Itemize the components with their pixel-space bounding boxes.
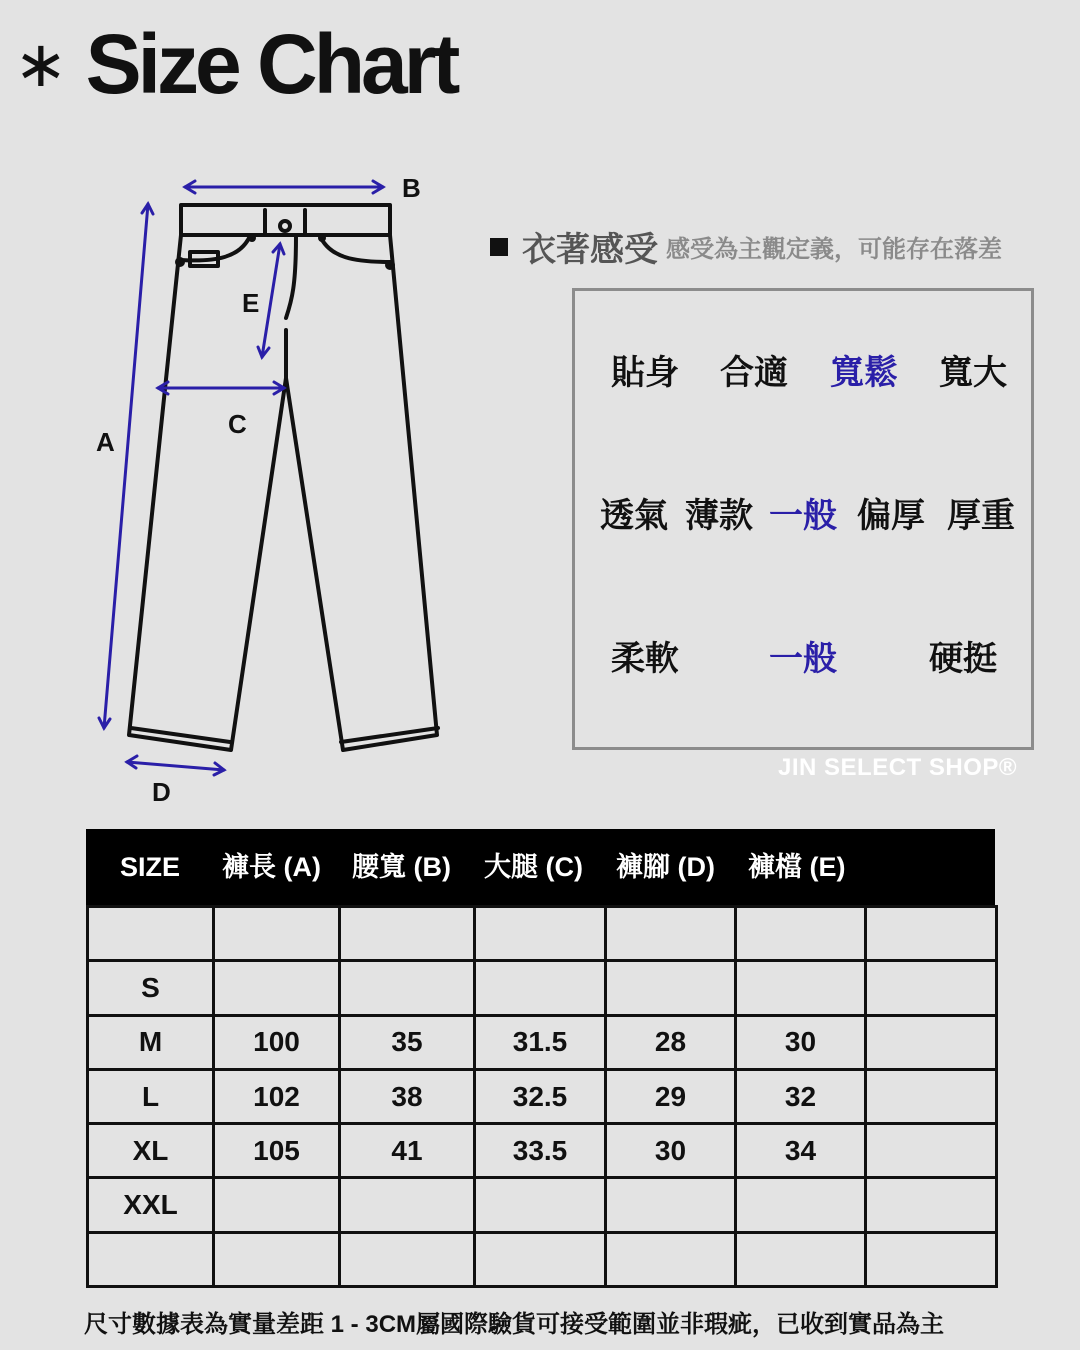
- value-cell: [606, 907, 736, 961]
- value-cell: [866, 1015, 997, 1069]
- pants-diagram: [0, 160, 500, 820]
- label-d: D: [152, 777, 171, 807]
- value-cell: [866, 1232, 997, 1286]
- value-cell: [736, 961, 866, 1015]
- value-cell: 105: [214, 1124, 340, 1178]
- size-grid: [86, 905, 998, 1288]
- value-cell: [866, 961, 997, 1015]
- value-cell: [866, 907, 997, 961]
- table-row: [88, 1124, 997, 1178]
- value-cell: [475, 1178, 606, 1232]
- label-c: C: [228, 409, 247, 439]
- size-cell: L: [88, 1069, 214, 1123]
- value-cell: [214, 1232, 340, 1286]
- value-cell: 35: [340, 1015, 475, 1069]
- value-cell: [214, 1178, 340, 1232]
- value-cell: 29: [606, 1069, 736, 1123]
- brand-label: JIN SELECT SHOP®: [778, 754, 1018, 781]
- value-cell: [736, 1178, 866, 1232]
- softness-option-selected: 一般: [769, 640, 837, 678]
- softness-option: 硬挺: [929, 640, 997, 678]
- softness-row: [575, 634, 1031, 684]
- value-cell: 31.5: [475, 1015, 606, 1069]
- value-cell: 102: [214, 1069, 340, 1123]
- footer-note: 尺寸數據表為實量差距 1 - 3CM屬國際驗貨可接受範圍並非瑕疵，已收到實品為主: [84, 1311, 945, 1338]
- value-cell: [606, 1232, 736, 1286]
- feel-header: [490, 222, 1002, 271]
- size-cell: S: [88, 961, 214, 1015]
- value-cell: 100: [214, 1015, 340, 1069]
- title-text: Size Chart: [85, 17, 457, 111]
- value-cell: [475, 907, 606, 961]
- thickness-option-selected: 一般: [769, 497, 837, 535]
- size-cell: XXL: [88, 1178, 214, 1232]
- label-b: B: [402, 173, 421, 203]
- value-cell: 30: [606, 1124, 736, 1178]
- value-cell: [606, 961, 736, 1015]
- thickness-option: 厚重: [947, 497, 1015, 535]
- header-rise: 褲檔 (E): [748, 852, 846, 882]
- value-cell: [606, 1178, 736, 1232]
- asterisk-icon: ∗: [14, 28, 68, 100]
- value-cell: 30: [736, 1015, 866, 1069]
- table-row: [88, 1069, 997, 1123]
- value-cell: [475, 961, 606, 1015]
- label-e: E: [242, 288, 260, 318]
- value-cell: 32: [736, 1069, 866, 1123]
- fit-option: 貼身: [611, 354, 679, 392]
- value-cell: [340, 907, 475, 961]
- size-cell: [88, 907, 214, 961]
- fit-option: 合適: [720, 354, 788, 392]
- table-row: [88, 961, 997, 1015]
- feel-note: 感受為主觀定義，可能存在落差: [666, 236, 1002, 263]
- thickness-option: 薄款: [685, 497, 753, 535]
- header-thigh: 大腿 (C): [484, 852, 583, 882]
- thickness-row: [575, 491, 1031, 541]
- value-cell: [866, 1069, 997, 1123]
- value-cell: [736, 1232, 866, 1286]
- fit-option: 寬大: [939, 354, 1007, 392]
- value-cell: [866, 1178, 997, 1232]
- label-a: A: [96, 427, 115, 457]
- thickness-option: 透氣: [600, 497, 668, 535]
- value-cell: [340, 961, 475, 1015]
- table-header: [86, 829, 995, 905]
- fit-option-selected: 寬鬆: [830, 354, 898, 392]
- value-cell: [736, 907, 866, 961]
- header-length: 褲長 (A): [222, 852, 321, 882]
- softness-option: 柔軟: [611, 640, 679, 678]
- fit-row: [575, 348, 1031, 398]
- value-cell: [214, 907, 340, 961]
- size-cell: M: [88, 1015, 214, 1069]
- table-row: [88, 1015, 997, 1069]
- table-row: [88, 1178, 997, 1232]
- size-table: [86, 829, 995, 1288]
- value-cell: [475, 1232, 606, 1286]
- value-cell: 41: [340, 1124, 475, 1178]
- value-cell: [866, 1124, 997, 1178]
- page-title: [14, 17, 457, 111]
- pants-illustration: [0, 160, 500, 820]
- size-cell: [88, 1232, 214, 1286]
- value-cell: 34: [736, 1124, 866, 1178]
- value-cell: [340, 1178, 475, 1232]
- value-cell: 32.5: [475, 1069, 606, 1123]
- feel-panel: [572, 288, 1034, 750]
- value-cell: [214, 961, 340, 1015]
- value-cell: 33.5: [475, 1124, 606, 1178]
- table-row: [88, 907, 997, 961]
- value-cell: [340, 1232, 475, 1286]
- table-row: [88, 1232, 997, 1286]
- thickness-option: 偏厚: [857, 497, 925, 535]
- value-cell: 38: [340, 1069, 475, 1123]
- square-bullet-icon: [490, 238, 508, 256]
- feel-title: 衣著感受: [522, 231, 658, 269]
- header-hem: 褲腳 (D): [616, 852, 715, 882]
- size-cell: XL: [88, 1124, 214, 1178]
- header-waist: 腰寬 (B): [352, 852, 451, 882]
- value-cell: 28: [606, 1015, 736, 1069]
- header-size: SIZE: [120, 852, 181, 882]
